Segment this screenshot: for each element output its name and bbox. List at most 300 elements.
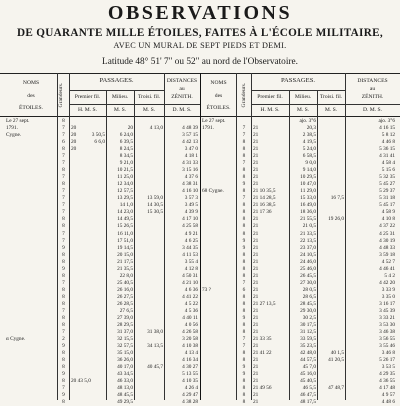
table-cell: 28 0,5 <box>302 286 316 293</box>
page-title: OBSERVATIONS <box>107 2 293 24</box>
table-cell: 8 <box>242 223 246 230</box>
table-cell: 41 20,5 <box>328 357 344 364</box>
table-cell: 48 17,5 <box>300 399 316 406</box>
table-cell <box>80 118 105 125</box>
table-cell: 21 <box>253 139 259 146</box>
table-cell <box>318 294 344 301</box>
table-cell: 9 <box>242 364 246 371</box>
table-cell <box>202 273 236 280</box>
table-cell: 40 45,7 <box>147 364 163 371</box>
table-cell: 21 <box>253 343 259 349</box>
table-cell: 21 <box>253 125 259 132</box>
table-cell: 4 29 35 <box>379 371 395 378</box>
table-cell: 4 9 57 <box>381 392 395 399</box>
table-cell: 21 <box>253 153 259 160</box>
table-cell <box>107 118 133 125</box>
table-cell: 3 15 16 <box>182 167 198 174</box>
table-cell: 4 10 8 <box>381 216 395 223</box>
table-cell <box>202 294 236 301</box>
table-cell: 7 <box>62 307 65 314</box>
table-cell <box>80 308 105 315</box>
table-cell <box>202 308 236 315</box>
table-cell: 5 26 17 <box>379 357 395 364</box>
table-cell <box>318 167 344 174</box>
table-cell <box>6 287 57 294</box>
table-cell: 8 <box>62 181 65 188</box>
right-milieu-column <box>290 118 316 406</box>
table-cell <box>80 322 105 329</box>
table-cell: 8 <box>62 146 65 153</box>
table-cell <box>6 231 57 238</box>
table-cell: 13 59,0 <box>147 195 163 202</box>
header-grandeurs: Grandeurs. <box>57 82 64 108</box>
table-cell: 27 30,0 <box>300 279 316 286</box>
header-des: des <box>214 93 223 99</box>
table-cell <box>318 308 344 315</box>
table-cell <box>6 301 57 308</box>
table-cell <box>6 280 57 287</box>
table-cell: 21 <box>253 286 259 293</box>
table-cell <box>6 385 57 392</box>
table-cell: 4 31 33 <box>182 160 198 167</box>
table-cell: 8 <box>62 350 65 357</box>
table-cell: 45 7,0 <box>302 364 316 371</box>
table-cell <box>318 223 344 230</box>
table-cell: 4 26 58 <box>182 328 198 335</box>
table-cell <box>318 238 344 245</box>
table-cell: Le 27 sept. <box>6 118 30 124</box>
table-cell: 43 34,5 <box>117 371 133 378</box>
table-cell: 4 46 41 <box>379 265 395 272</box>
table-cell: 4 52 7 <box>381 258 395 265</box>
table-cell: 9 21,0 <box>119 160 133 167</box>
table-cell <box>135 216 163 223</box>
header-distances: DISTANCES <box>166 78 198 84</box>
table-cell <box>6 350 57 357</box>
table-cell: 4 26 4 <box>184 385 198 392</box>
table-cell <box>318 280 344 287</box>
table-cell <box>202 238 236 245</box>
table-cell: 3 33 21 <box>379 314 395 321</box>
table-cell: 46 33,0 <box>117 378 133 385</box>
table-cell: 23 37,0 <box>300 244 316 251</box>
table-cell: 25 46,0 <box>300 265 316 272</box>
table-cell <box>135 188 163 195</box>
table-cell <box>318 245 344 252</box>
table-cell <box>202 223 236 230</box>
table-cell <box>202 195 236 202</box>
col-divider <box>69 73 70 400</box>
table-cell: 8 <box>242 202 246 209</box>
table-cell: 7 <box>62 132 65 139</box>
table-cell: 10 29,5 <box>300 174 316 181</box>
table-cell: 3 16 17 <box>379 300 395 307</box>
table-cell: 8 <box>62 167 65 174</box>
table-cell: 21 <box>253 371 259 378</box>
table-cell: 8 <box>242 272 246 279</box>
table-cell: 9 <box>242 371 246 378</box>
table-cell <box>202 252 236 259</box>
table-cell: 14 1,0 <box>119 202 133 209</box>
table-cell: 31 37,0 <box>117 328 133 335</box>
left-troisieme-column <box>135 118 163 406</box>
table-cell <box>6 315 57 322</box>
table-cell <box>135 322 163 329</box>
table-cell: 8 <box>242 399 246 406</box>
table-cell: 21 <box>253 399 259 406</box>
table-cell: 9 14,0 <box>302 167 316 174</box>
left-zenith-column <box>165 118 198 406</box>
table-cell: 22 13,5 <box>300 237 316 244</box>
table-cell <box>80 167 105 174</box>
header-etoiles: ÉTOILES. <box>206 105 231 111</box>
header-milieu: Milieu. <box>111 94 129 100</box>
table-cell: 5 31 18 <box>379 195 395 202</box>
table-cell: 3 59 18 <box>379 251 395 258</box>
table-cell: 10 47,0 <box>300 181 316 188</box>
table-cell <box>318 146 344 153</box>
table-cell <box>237 118 251 125</box>
table-cell: 21 16 38,5 <box>253 202 276 209</box>
table-cell: 24 10,5 <box>300 251 316 258</box>
table-cell <box>202 280 236 287</box>
table-cell: 5 32 35 <box>379 174 395 181</box>
header-milieu: Milieu. <box>294 94 312 100</box>
header-au: au <box>369 86 376 92</box>
table-cell: 21 17,5 <box>117 258 133 265</box>
table-cell <box>6 195 57 202</box>
table-cell <box>80 287 105 294</box>
table-cell <box>318 322 344 329</box>
table-cell: 21 <box>253 357 259 364</box>
table-cell: 9 <box>62 371 65 378</box>
table-cell <box>318 364 344 371</box>
table-cell <box>80 146 105 153</box>
table-cell: 4 6 36 <box>184 286 198 293</box>
table-cell: 7 <box>62 153 65 160</box>
table-cell <box>202 153 236 160</box>
table-cell: 14 30,5 <box>147 202 163 209</box>
header-troisieme-fil: Troisi. fil. <box>137 94 161 100</box>
table-cell: 4 48 33 <box>379 244 395 251</box>
table-cell: 21 <box>253 167 259 174</box>
table-cell: 47 48,7 <box>328 385 344 392</box>
table-cell <box>202 245 236 252</box>
table-cell: 4 12 8 <box>184 265 198 272</box>
table-cell <box>135 301 163 308</box>
table-cell: 8 <box>62 216 65 223</box>
table-cell: 16 49,0 <box>300 202 316 209</box>
table-cell: 48 45,5 <box>117 392 133 399</box>
table-cell: 7 <box>62 202 65 209</box>
table-cell: 8 <box>242 357 246 364</box>
table-cell <box>6 202 57 209</box>
table-cell <box>318 160 344 167</box>
table-cell: 20 <box>71 125 77 132</box>
table-cell: 9 <box>242 314 246 321</box>
table-cell <box>318 125 344 132</box>
units-rule <box>251 104 345 105</box>
table-cell: 4 5 22 <box>184 300 198 307</box>
table-cell: 8 24,5 <box>119 146 133 153</box>
table-cell: 8 <box>62 251 65 258</box>
table-cell <box>318 231 344 238</box>
table-cell: 4 42 20 <box>379 279 395 286</box>
table-cell: 21 <box>253 378 259 385</box>
table-cell: 21 <box>253 237 259 244</box>
table-cell: 7 <box>62 279 65 286</box>
table-cell: 4 46 8 <box>381 139 395 146</box>
table-cell: 3 57 15 <box>182 132 198 139</box>
table-cell: 31 12,5 <box>300 328 316 335</box>
table-cell <box>80 245 105 252</box>
table-cell: ajo. 3°6 <box>378 118 395 124</box>
table-cell: 3 33 9 <box>381 286 395 293</box>
table-cell <box>318 329 344 336</box>
table-cell: 3 47 0 <box>184 146 198 153</box>
table-cell <box>318 392 344 399</box>
table-cell: 29 30,0 <box>300 307 316 314</box>
table-cell: 16 11,0 <box>117 230 133 237</box>
table-cell: Le 27 sept. <box>202 118 226 124</box>
table-cell: 19 26,0 <box>328 216 344 223</box>
table-cell <box>80 315 105 322</box>
table-cell: 7 <box>62 385 65 392</box>
table-cell: 8 <box>242 392 246 399</box>
table-cell: 5 8 12 <box>381 132 395 139</box>
table-cell: 8 <box>242 230 246 237</box>
table-cell: 48 13,0 <box>117 385 133 392</box>
table-cell: 21 14 28,5 <box>253 195 276 202</box>
table-cell: 21 10 35,5 <box>253 188 276 195</box>
table-cell: 7 <box>62 125 65 132</box>
table-cell <box>80 209 105 216</box>
table-cell: 7 <box>242 335 246 342</box>
header-units-ms: M. S. <box>324 107 338 113</box>
table-cell: 15 26,5 <box>117 223 133 230</box>
table-cell: 26 45,5 <box>300 272 316 279</box>
table-cell: 21 55,5 <box>300 216 316 223</box>
table-cell: 21 <box>253 174 259 181</box>
table-cell <box>80 188 105 195</box>
table-cell <box>318 378 344 385</box>
table-cell: 6 24,0 <box>119 132 133 139</box>
table-cell: 4 6 25 <box>184 237 198 244</box>
table-cell: 8 <box>242 321 246 328</box>
table-cell: 4 31 41 <box>379 153 395 160</box>
table-cell: 8 <box>62 272 65 279</box>
header-units-ms: M. S. <box>113 107 127 113</box>
table-cell: 7 <box>62 195 65 202</box>
table-cell: 14 23,0 <box>117 209 133 216</box>
table-cell <box>202 357 236 364</box>
table-cell: 4 25 31 <box>379 230 395 237</box>
table-cell: 5 45 17 <box>379 202 395 209</box>
table-cell <box>80 378 105 385</box>
table-cell <box>318 315 344 322</box>
table-cell <box>202 378 236 385</box>
table-cell: 8 <box>242 307 246 314</box>
table-cell <box>80 238 105 245</box>
table-cell: 20 <box>71 132 77 139</box>
table-cell: 20 43 5,0 <box>71 378 91 385</box>
table-cell <box>135 266 163 273</box>
table-cell: 15 30,5 <box>147 209 163 216</box>
table-cell: 3 44 35 <box>182 244 198 251</box>
table-cell: 4 37 22 <box>379 223 395 230</box>
table-cell <box>135 238 163 245</box>
table-cell <box>318 273 344 280</box>
table-cell <box>80 216 105 223</box>
table-cell <box>80 231 105 238</box>
table-cell: 7 <box>242 343 246 349</box>
page-subtitle-2: AVEC UN MURAL DE SEPT PIEDS ET DEMI. <box>113 41 287 50</box>
table-cell <box>80 223 105 230</box>
table-cell: 3 46 8 <box>381 350 395 357</box>
table-cell: 4 36 55 <box>379 378 395 385</box>
table-cell <box>202 132 236 139</box>
table-cell <box>135 399 163 406</box>
table-cell: 1791. <box>6 125 18 132</box>
header-units-dms: D. M. S. <box>362 107 383 113</box>
table-cell: 6 6,0 <box>94 139 105 146</box>
table-cell <box>80 280 105 287</box>
table-cell: 4 37 6 <box>184 174 198 181</box>
table-cell: 49 29,5 <box>117 399 133 406</box>
table-cell <box>135 245 163 252</box>
table-cell: 4 30 27 <box>182 364 198 371</box>
table-cell: α Cygne. <box>6 335 26 342</box>
passages-rule <box>69 90 164 91</box>
table-cell: 4 10 38 <box>182 343 198 349</box>
table-cell: 8 <box>242 300 246 307</box>
table-cell: 4 17 48 <box>379 385 395 392</box>
table-cell: 28 29,5 <box>117 321 133 328</box>
table-cell <box>80 343 105 350</box>
table-cell: 8 <box>62 321 65 328</box>
table-cell: 21 <box>253 272 259 279</box>
table-cell <box>135 132 163 139</box>
table-cell <box>135 315 163 322</box>
table-cell <box>135 385 163 392</box>
table-cell: 42 48,0 <box>300 350 316 357</box>
header-zenith: ZÉNITH. <box>171 94 193 100</box>
table-cell <box>6 146 57 153</box>
header-des: des <box>27 93 35 99</box>
header-noms: NOMS <box>210 80 227 86</box>
table-cell <box>318 209 344 216</box>
table-cell: 4 17 10 <box>182 216 198 223</box>
table-cell: 8 <box>242 251 246 258</box>
table-cell <box>6 167 57 174</box>
table-cell: 25 40,5 <box>117 279 133 286</box>
table-cell <box>318 252 344 259</box>
table-cell: 13 29,5 <box>117 195 133 202</box>
table-cell: 45 40,5 <box>300 378 316 385</box>
table-cell: 4 18 1 <box>184 153 198 160</box>
table-cell: 4 9 21 <box>184 230 198 237</box>
table-cell: 20 <box>71 146 77 153</box>
table-cell <box>202 202 236 209</box>
table-cell: 32 57,5 <box>117 343 133 349</box>
table-cell <box>6 216 57 223</box>
table-cell: 8 <box>242 293 246 300</box>
table-cell <box>202 322 236 329</box>
table-cell <box>6 322 57 329</box>
table-cell <box>253 118 289 125</box>
col-divider <box>345 73 346 400</box>
table-cell: 32 15,5 <box>117 335 133 342</box>
table-cell <box>202 146 236 153</box>
table-cell <box>6 181 57 188</box>
table-cell: 28 6,5 <box>302 293 316 300</box>
table-cell <box>202 392 236 399</box>
table-cell: 12 34,0 <box>117 181 133 188</box>
table-cell: Cygne. <box>6 132 22 139</box>
table-cell: 4 16 15 <box>379 125 395 132</box>
table-cell: 7 <box>62 209 65 216</box>
right-premier-column <box>253 118 289 406</box>
table-cell <box>202 167 236 174</box>
header-passages: PASSAGES. <box>280 77 316 84</box>
table-cell <box>135 273 163 280</box>
table-cell <box>318 118 344 125</box>
table-cell: 4 0 56 <box>184 321 198 328</box>
header-distances: DISTANCES <box>357 78 388 84</box>
center-divider <box>200 73 201 400</box>
table-cell <box>80 259 105 266</box>
table-cell <box>318 266 344 273</box>
table-cell <box>80 392 105 399</box>
table-cell: 21 <box>253 364 259 371</box>
header-grandeurs: Grandeurs. <box>240 82 247 108</box>
table-cell <box>135 160 163 167</box>
table-cell <box>135 146 163 153</box>
table-cell: 8 34,5 <box>119 153 133 160</box>
table-cell <box>6 245 57 252</box>
table-cell <box>318 336 344 343</box>
header-units-hms: H. M. S. <box>77 107 98 113</box>
table-cell: 5 4 2 <box>384 272 395 279</box>
table-cell: 8 <box>62 223 65 230</box>
table-cell <box>80 336 105 343</box>
passages-rule <box>251 90 345 91</box>
table-cell <box>6 308 57 315</box>
table-cell: 8 <box>62 357 65 364</box>
table-cell: 4 39 9 <box>184 209 198 216</box>
table-cell: 21 <box>253 181 259 188</box>
table-cell: 46 47,5 <box>300 392 316 399</box>
left-milieu-column <box>107 118 133 406</box>
header-passages: PASSAGES. <box>99 77 134 84</box>
table-cell <box>135 167 163 174</box>
table-cell <box>6 357 57 364</box>
table-cell: 44 57,5 <box>300 357 316 364</box>
table-cell <box>318 188 344 195</box>
table-cell: 4 29 47 <box>182 392 198 399</box>
table-cell: 14 49,5 <box>117 216 133 223</box>
table-cell <box>80 174 105 181</box>
table-cell: 20,3 <box>306 125 316 132</box>
table-cell: 3 57 3 <box>184 195 198 202</box>
table-cell: 73 ? <box>202 286 211 293</box>
table-cell: 35 15,0 <box>117 350 133 357</box>
col-divider <box>251 73 252 400</box>
table-cell: 3 45 39 <box>379 307 395 314</box>
table-cell: 3 20 58 <box>182 335 198 342</box>
table-cell: 17 51,0 <box>117 237 133 244</box>
table-cell: 20 15,0 <box>117 251 133 258</box>
